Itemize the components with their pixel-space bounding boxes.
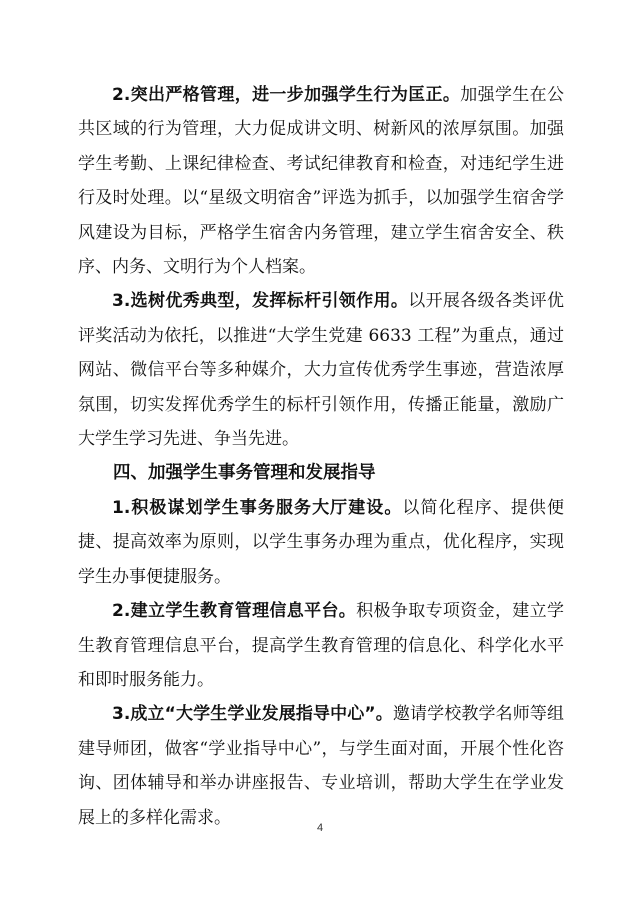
paragraph-lead: 2.建立学生教育管理信息平台。	[112, 601, 357, 622]
page-number: 4	[316, 822, 324, 834]
paragraph-strict-management	[78, 78, 564, 284]
paragraph-lead: 3.成立“大学生学业发展指导中心”。	[112, 704, 393, 725]
paragraph-text: 邀请学校教学名师等组建导师团，做客“学业指导中心”，与学生面对面，开展个性化咨询、团体辅导和举办讲座报告、专业培训，帮助大学生在学业发展上的多样化需求。	[78, 704, 564, 828]
paragraph-info-platform	[78, 594, 564, 697]
paragraph-text: 以简化程序、提供便捷、提高效率为原则，以学生事务办理为重点，优化程序，实现学生办事便捷服务。	[78, 497, 564, 587]
document-body	[78, 78, 564, 835]
paragraph-lead: 3.选树优秀典型，发挥标杆引领作用。	[112, 291, 409, 312]
paragraph-lead: 1.积极谋划学生事务服务大厅建设。	[112, 497, 403, 518]
paragraph-text: 积极争取专项资金，建立学生教育管理信息平台，提高学生教育管理的信息化、科学化水平和即时服务能力。	[78, 601, 565, 690]
paragraph-service-hall	[78, 491, 564, 594]
section-heading: 四、加强学生事务管理和发展指导	[113, 463, 376, 484]
paragraph-lead: 2.突出严格管理，进一步加强学生行为匡正。	[112, 85, 461, 105]
paragraph-text: 以开展各级各类评优评奖活动为依托，以推进“大学生党建 6633 工程”为重点，通过网站、微信平台等多种媒介，大力宣传优秀学生事迹，营造浓厚氛围，切实发挥优秀学生的标杆引领作用，传播正能量，激励广大学生学习先进、争当先进。	[78, 291, 565, 450]
paragraph-text: 加强学生在公共区域的行为管理，大力促成讲文明、树新风的浓厚氛围。加强学生考勤、上课纪律检查、考试纪律教育和检查，对违纪学生进行及时处理。以“星级文明宿舍”评选为抓手，以加强学生宿舍学风建设为目标，严格学生宿舍内务管理，建立学生宿舍安全、秩序、内务、文明行为个人档案。	[78, 85, 564, 278]
paragraph-guidance-center	[78, 697, 564, 835]
paragraph-excellent-models	[78, 284, 564, 456]
